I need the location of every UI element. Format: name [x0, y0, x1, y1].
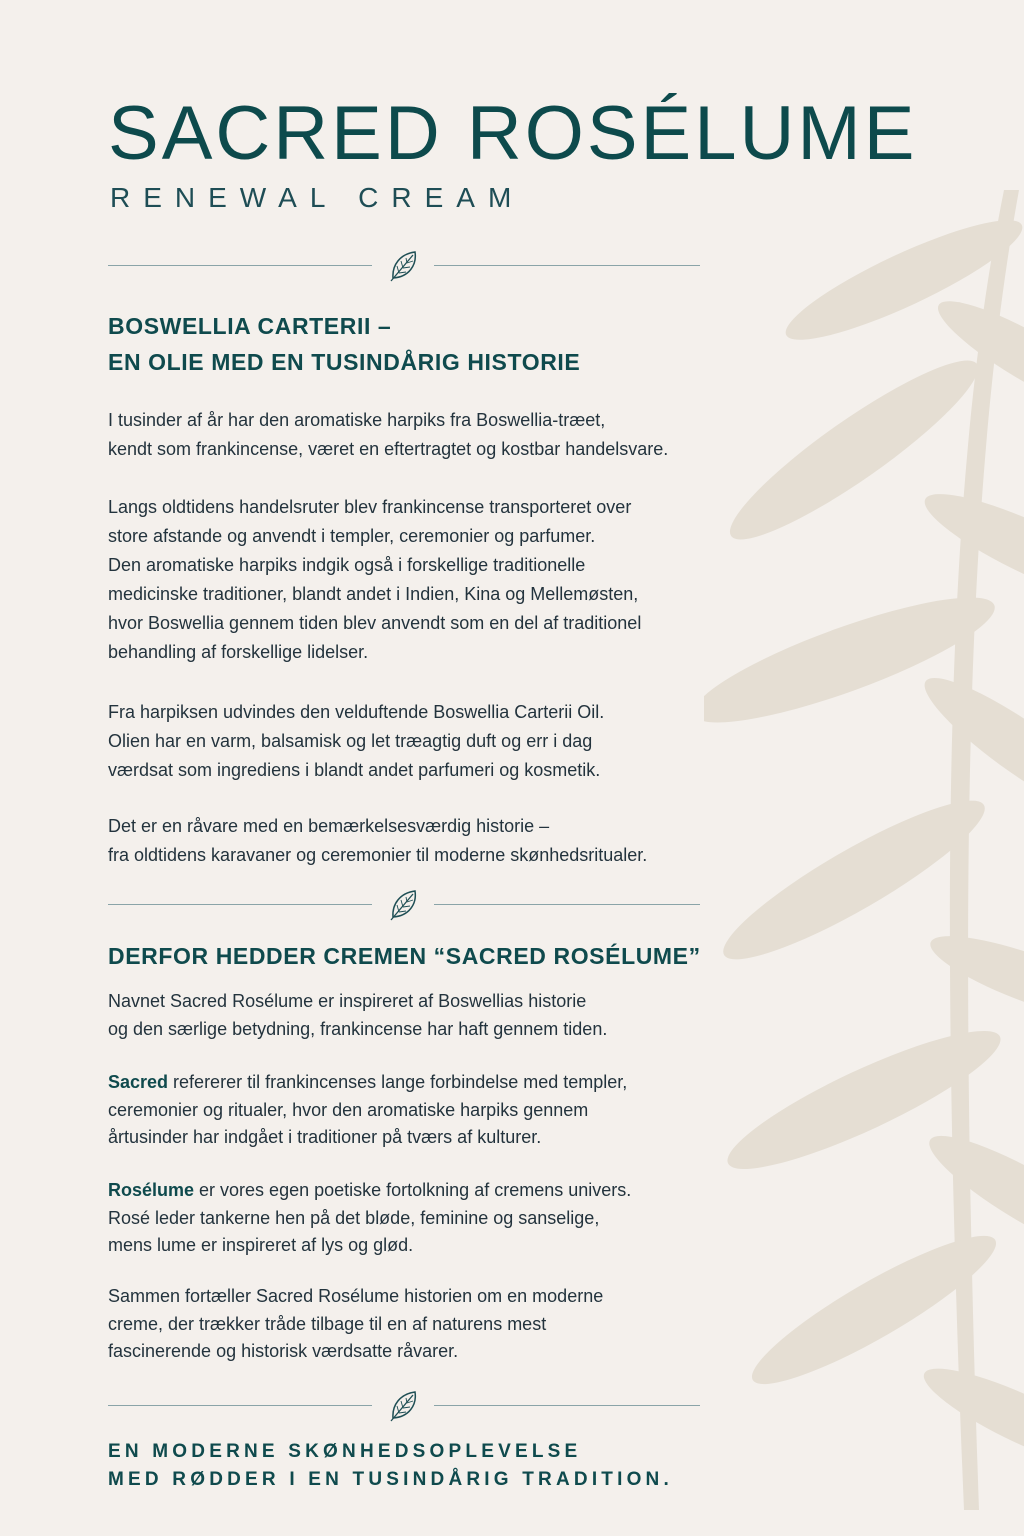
text-line: værdsat som ingrediens i blandt andet parfumeri og kosmetik.: [108, 760, 601, 780]
page-title: SACRED ROSÉLUME: [108, 91, 918, 176]
text-line: kendt som frankincense, været en eftertragtet og kostbar handelsvare.: [108, 439, 669, 459]
divider-line: [434, 1405, 700, 1406]
leaf-icon: [388, 248, 420, 284]
text-line: store afstande og anvendt i templer, ceremonier og parfumer.: [108, 526, 596, 546]
section-divider: [108, 248, 702, 284]
section-divider: [108, 1388, 702, 1424]
divider-line: [434, 265, 700, 266]
text-line: [108, 1069, 627, 1097]
text-line: Sammen fortæller Sacred Rosélume historien om en moderne: [108, 1286, 604, 1306]
text-line: Olien har en varm, balsamisk og let træagtig duft og err i dag: [108, 731, 593, 751]
leaf-icon: [388, 887, 420, 923]
text-line: [108, 1177, 631, 1205]
section-divider: [108, 887, 702, 923]
section-heading-boswellia: [108, 308, 580, 380]
heading-line: BOSWELLIA CARTERII –: [108, 313, 392, 339]
paragraph-oil: [108, 698, 604, 785]
paragraph-history: [108, 812, 647, 870]
text-line: fascinerende og historisk værdsatte råvarer.: [108, 1341, 459, 1361]
paragraph-name-intro: [108, 988, 607, 1043]
background-leaf-shadow: [704, 190, 1024, 1510]
text-line: Langs oldtidens handelsruter blev frankincense transporteret over: [108, 497, 632, 517]
section-heading-name: DERFOR HEDDER CREMEN “SACRED ROSÉLUME”: [108, 943, 701, 969]
keyword-sacred: Sacred: [108, 1072, 169, 1092]
text-fragment: refererer til frankincenses lange forbindelse med templer,: [168, 1072, 628, 1092]
text-line: ceremonier og ritualer, hvor den aromatiske harpiks gennem: [108, 1099, 589, 1120]
page-subtitle: RENEWAL CREAM: [110, 182, 525, 213]
text-line: årtusinder har indgået i traditioner på tværs af kulturer.: [108, 1127, 542, 1147]
text-line: mens lume er inspireret af lys og glød.: [108, 1235, 414, 1255]
divider-line: [108, 904, 372, 905]
text-line: behandling af forskellige lidelser.: [108, 642, 369, 662]
text-fragment: er vores egen poetiske fortolkning af cremens univers.: [194, 1180, 632, 1200]
text-line: fra oldtidens karavaner og ceremonier til moderne skønhedsritualer.: [108, 845, 648, 865]
text-line: hvor Boswellia gennem tiden blev anvendt som en del af traditionel: [108, 613, 642, 633]
text-line: I tusinder af år har den aromatiske harpiks fra Boswellia-træet,: [108, 410, 606, 430]
keyword-roselume: Rosélume: [108, 1180, 195, 1200]
divider-line: [434, 904, 700, 905]
paragraph-together: [108, 1283, 603, 1366]
text-line: Navnet Sacred Rosélume er inspireret af Boswellias historie: [108, 991, 587, 1011]
text-line: Fra harpiksen udvindes den velduftende Boswellia Carterii Oil.: [108, 702, 605, 722]
paragraph-intro: [108, 406, 668, 464]
text-line: Den aromatiske harpiks indgik også i forskellige traditionelle: [108, 555, 586, 575]
text-line: Rosé leder tankerne hen på det bløde, feminine og sanselige,: [108, 1207, 600, 1228]
leaf-icon: [388, 1388, 420, 1424]
text-line: Det er en råvare med en bemærkelsesværdig historie –: [108, 816, 550, 836]
heading-line: EN OLIE MED EN TUSINDÅRIG HISTORIE: [108, 349, 581, 375]
paragraph-trade-routes: [108, 493, 641, 667]
divider-line: [108, 265, 372, 266]
text-line: medicinske traditioner, blandt andet i Indien, Kina og Mellemøsten,: [108, 584, 639, 604]
paragraph-roselume: [108, 1177, 631, 1260]
divider-line: [108, 1405, 372, 1406]
paragraph-sacred: [108, 1069, 627, 1152]
tagline-line: MED RØDDER I EN TUSINDÅRIG TRADITION.: [108, 1469, 673, 1490]
closing-tagline: [108, 1438, 673, 1494]
tagline-line: EN MODERNE SKØNHEDSOPLEVELSE: [108, 1441, 582, 1462]
text-line: og den særlige betydning, frankincense har haft gennem tiden.: [108, 1018, 608, 1039]
text-line: creme, der trækker tråde tilbage til en af naturens mest: [108, 1313, 547, 1334]
